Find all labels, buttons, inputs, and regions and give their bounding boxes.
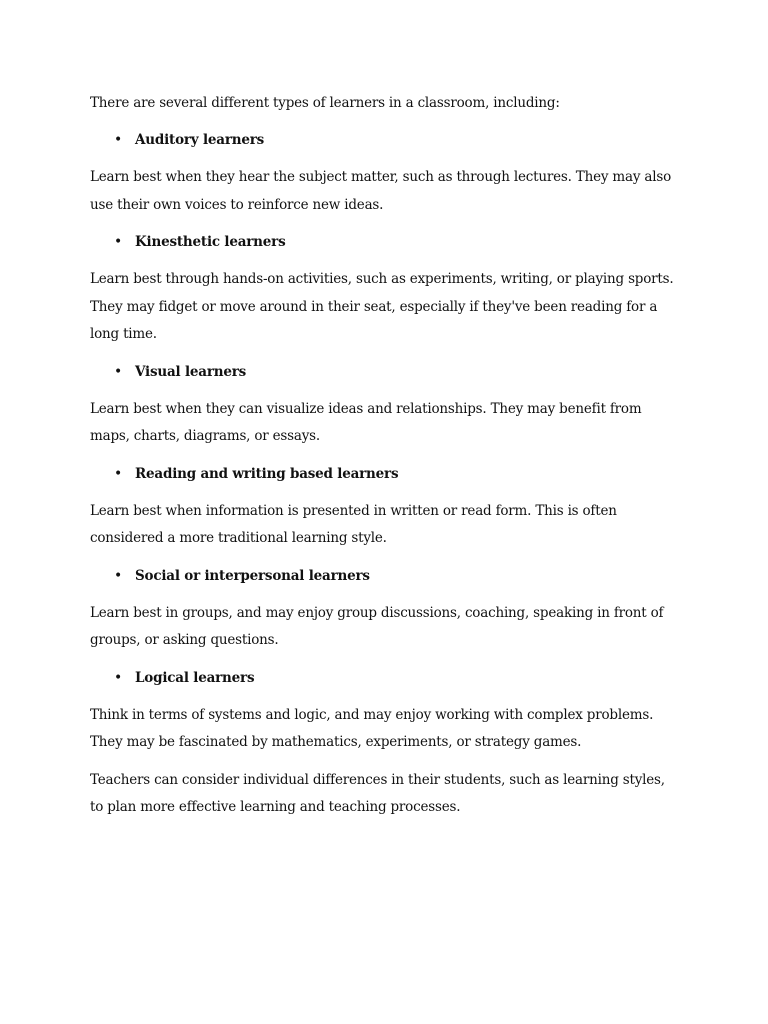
section-description: Learn best when they can visualize ideas and relationships. They may benefit from maps, charts, diagrams, or essays. bbox=[90, 400, 642, 444]
section-heading: Visual learners bbox=[135, 363, 247, 380]
section-reading-writing bbox=[90, 461, 680, 553]
list-item bbox=[90, 229, 680, 256]
section-logical bbox=[90, 665, 680, 757]
section-social bbox=[90, 563, 680, 655]
bullet-icon: • bbox=[114, 363, 123, 380]
intro-paragraph: There are several different types of learners in a classroom, including: bbox=[90, 95, 560, 111]
section-heading: Logical learners bbox=[135, 669, 255, 686]
bullet-icon: • bbox=[114, 567, 123, 584]
list-item bbox=[90, 665, 680, 692]
closing-paragraph: Teachers can consider individual differences in their students, such as learning styles, to plan more effective learning and teaching processes. bbox=[90, 771, 665, 815]
list-item bbox=[90, 461, 680, 488]
section-description: Learn best when they hear the subject matter, such as through lectures. They may also use their own voices to reinforce new ideas. bbox=[90, 169, 672, 213]
section-description: Learn best when information is presented in written or read form. This is often considered a more traditional learning style. bbox=[90, 502, 617, 546]
list-item bbox=[90, 127, 680, 154]
list-item bbox=[90, 563, 680, 590]
section-description: Think in terms of systems and logic, and may enjoy working with complex problems. They may be fascinated by mathematics, experiments, or strategy games. bbox=[90, 706, 654, 750]
section-description: Learn best through hands-on activities, such as experiments, writing, or playing sports. They may fidget or move around in their seat, especially if they've been reading for a long time. bbox=[90, 271, 674, 342]
section-heading: Social or interpersonal learners bbox=[135, 567, 370, 584]
bullet-icon: • bbox=[114, 234, 123, 250]
bullet-icon: • bbox=[114, 132, 123, 148]
section-heading: Kinesthetic learners bbox=[135, 234, 286, 250]
document-body bbox=[90, 90, 680, 822]
bullet-icon: • bbox=[114, 465, 123, 482]
section-description: Learn best in groups, and may enjoy group discussions, coaching, speaking in front of groups, or asking questions. bbox=[90, 604, 664, 648]
section-heading: Reading and writing based learners bbox=[135, 465, 399, 482]
section-kinesthetic bbox=[90, 229, 680, 349]
section-auditory bbox=[90, 127, 680, 219]
list-item bbox=[90, 359, 680, 386]
section-visual bbox=[90, 359, 680, 451]
section-heading: Auditory learners bbox=[135, 132, 265, 148]
bullet-icon: • bbox=[114, 669, 123, 686]
